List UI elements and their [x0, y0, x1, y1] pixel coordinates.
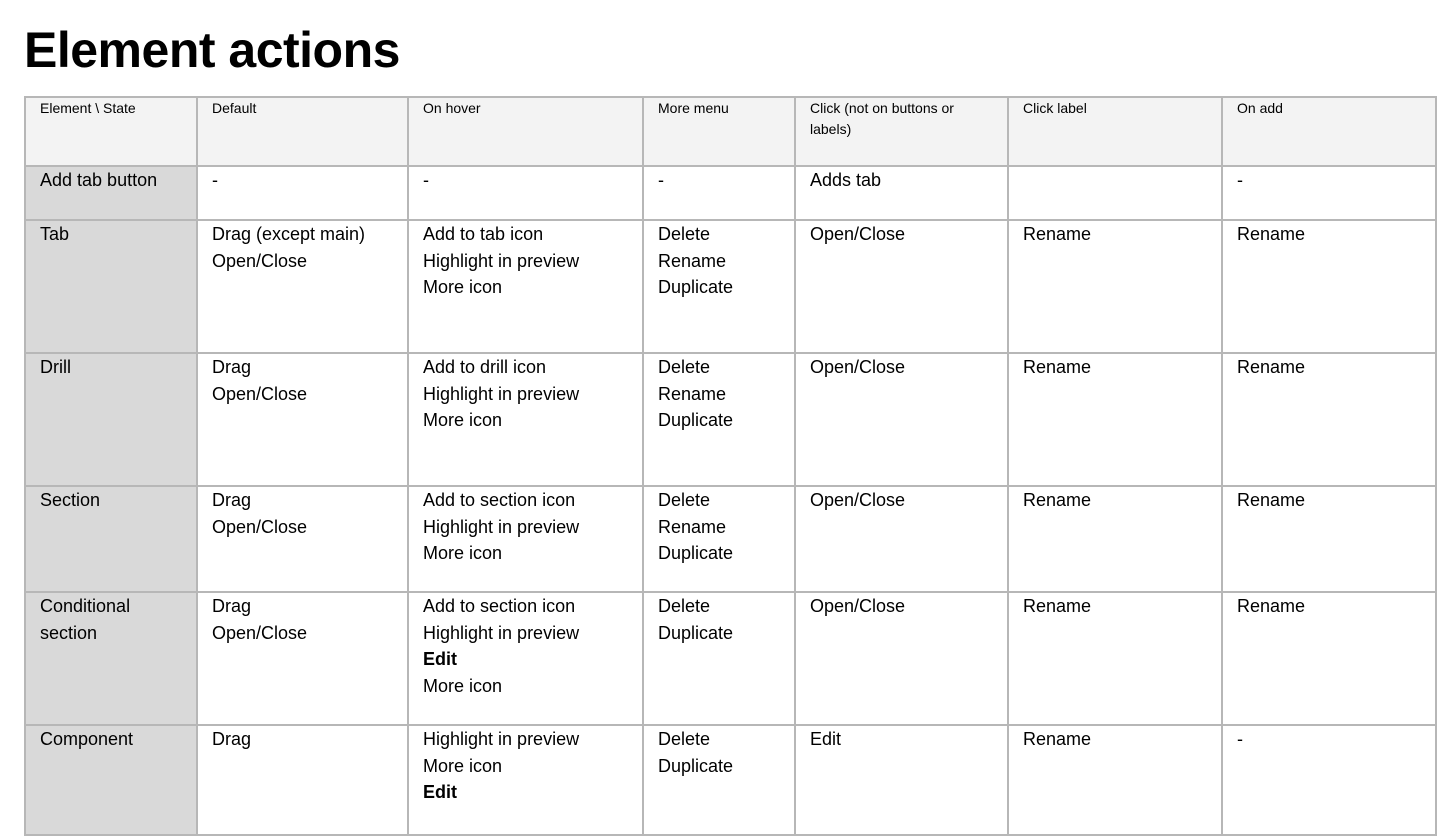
cell-line: Add to section icon	[423, 490, 576, 510]
cell-click	[795, 592, 1008, 725]
cell-line: Adds tab	[810, 170, 882, 190]
row-header-element	[25, 486, 197, 592]
cell-line: Open/Close	[810, 357, 906, 377]
cell-line: Delete	[658, 357, 711, 377]
cell-click	[795, 353, 1008, 486]
cell-line: Edit	[810, 729, 842, 749]
cell-click-label	[1008, 353, 1222, 486]
element-name: Section	[40, 490, 101, 510]
cell-on-hover	[408, 592, 643, 725]
cell-click-label	[1008, 220, 1222, 353]
cell-line: Open/Close	[212, 383, 308, 404]
cell-on-add	[1222, 353, 1436, 486]
table-row	[25, 220, 1436, 353]
cell-more-menu	[643, 353, 795, 486]
cell-line: Rename	[1023, 596, 1092, 616]
cell-click-label	[1008, 166, 1222, 220]
cell-line: Delete	[658, 729, 711, 749]
cell-line: Open/Close	[810, 490, 906, 510]
cell-line: Add to section icon	[423, 596, 576, 616]
table-row	[25, 592, 1436, 725]
table-row	[25, 725, 1436, 835]
cell-default	[197, 166, 408, 220]
column-header-on-hover: On hover	[408, 97, 643, 166]
cell-default	[197, 725, 408, 835]
cell-line: Delete	[658, 490, 711, 510]
table-row	[25, 486, 1436, 592]
cell-line: Rename	[1237, 490, 1306, 510]
cell-line: More icon	[423, 543, 503, 563]
row-header-element	[25, 592, 197, 725]
cell-line: Rename	[658, 516, 727, 537]
cell-line: -	[1237, 170, 1243, 190]
cell-line: Highlight in preview	[423, 622, 580, 643]
cell-line: -	[212, 170, 218, 190]
cell-default	[197, 220, 408, 353]
cell-click-label	[1008, 486, 1222, 592]
cell-line: Delete	[658, 224, 711, 244]
cell-default	[197, 353, 408, 486]
cell-click	[795, 166, 1008, 220]
column-header-on-add: On add	[1222, 97, 1436, 166]
cell-line: Drag	[212, 729, 252, 749]
cell-on-hover	[408, 166, 643, 220]
cell-line: Rename	[1023, 357, 1092, 377]
cell-click	[795, 486, 1008, 592]
cell-line: Drag (except main)	[212, 224, 366, 244]
cell-more-menu	[643, 725, 795, 835]
cell-click	[795, 725, 1008, 835]
cell-line: Highlight in preview	[423, 729, 580, 749]
cell-line: -	[658, 170, 664, 190]
row-header-element	[25, 220, 197, 353]
column-header-click	[795, 97, 1008, 166]
cell-line: More icon	[423, 755, 503, 776]
cell-on-add	[1222, 166, 1436, 220]
element-name: Component	[40, 729, 134, 749]
column-header-element-state: Element \ State	[25, 97, 197, 166]
cell-line: Add to tab icon	[423, 224, 544, 244]
cell-line: Open/Close	[810, 596, 906, 616]
cell-on-hover	[408, 725, 643, 835]
cell-line: Highlight in preview	[423, 516, 580, 537]
table-body	[25, 166, 1436, 835]
cell-line: Rename	[1023, 224, 1092, 244]
cell-line: -	[1237, 729, 1243, 749]
cell-on-hover	[408, 486, 643, 592]
element-name: Add tab button	[40, 170, 158, 190]
cell-line: Rename	[1237, 224, 1306, 244]
cell-line: Rename	[1023, 490, 1092, 510]
cell-click-label	[1008, 725, 1222, 835]
cell-line: Highlight in preview	[423, 383, 580, 404]
cell-line: More icon	[423, 277, 503, 297]
page-title: Element actions	[24, 22, 400, 78]
cell-on-add	[1222, 486, 1436, 592]
cell-more-menu	[643, 166, 795, 220]
column-header-click-label: Click (not on buttons or labels)	[810, 100, 954, 137]
cell-line: Duplicate	[658, 755, 734, 776]
cell-default	[197, 486, 408, 592]
cell-line: More icon	[423, 675, 503, 696]
cell-line: Duplicate	[658, 622, 734, 643]
cell-line: Drag	[212, 490, 252, 510]
cell-on-add	[1222, 220, 1436, 353]
cell-line: Delete	[658, 596, 711, 616]
row-header-element	[25, 166, 197, 220]
cell-line: Duplicate	[658, 410, 734, 430]
column-header-default: Default	[197, 97, 408, 166]
cell-on-add	[1222, 725, 1436, 835]
cell-line: Drag	[212, 596, 252, 616]
cell-line: Open/Close	[212, 516, 308, 537]
cell-default	[197, 592, 408, 725]
cell-click	[795, 220, 1008, 353]
element-name: Conditional section	[40, 596, 131, 643]
cell-on-hover	[408, 220, 643, 353]
cell-line: Edit	[423, 649, 457, 669]
cell-line: Open/Close	[212, 250, 308, 271]
cell-more-menu	[643, 486, 795, 592]
row-header-element	[25, 725, 197, 835]
cell-line: Open/Close	[212, 622, 308, 643]
cell-line: Add to drill icon	[423, 357, 547, 377]
element-actions-table	[24, 96, 1437, 836]
cell-line: Edit	[423, 782, 457, 802]
cell-line: Rename	[1023, 729, 1092, 749]
cell-more-menu	[643, 592, 795, 725]
cell-line: Highlight in preview	[423, 250, 580, 271]
cell-on-add	[1222, 592, 1436, 725]
element-name: Drill	[40, 357, 71, 377]
cell-line: More icon	[423, 410, 503, 430]
table-header	[25, 97, 1436, 166]
table-row	[25, 353, 1436, 486]
row-header-element	[25, 353, 197, 486]
cell-line: Rename	[658, 383, 727, 404]
column-header-click-label-col: Click label	[1008, 97, 1222, 166]
cell-line: Duplicate	[658, 543, 734, 563]
header-row	[25, 97, 1436, 166]
cell-more-menu	[643, 220, 795, 353]
cell-line: Drag	[212, 357, 252, 377]
table-row	[25, 166, 1436, 220]
cell-click-label	[1008, 592, 1222, 725]
element-name: Tab	[40, 224, 70, 244]
cell-line: -	[423, 170, 429, 190]
cell-line: Rename	[1237, 596, 1306, 616]
cell-on-hover	[408, 353, 643, 486]
cell-line: Open/Close	[810, 224, 906, 244]
cell-line: Rename	[1237, 357, 1306, 377]
cell-line: Duplicate	[658, 277, 734, 297]
cell-line: Rename	[658, 250, 727, 271]
column-header-more-menu: More menu	[643, 97, 795, 166]
